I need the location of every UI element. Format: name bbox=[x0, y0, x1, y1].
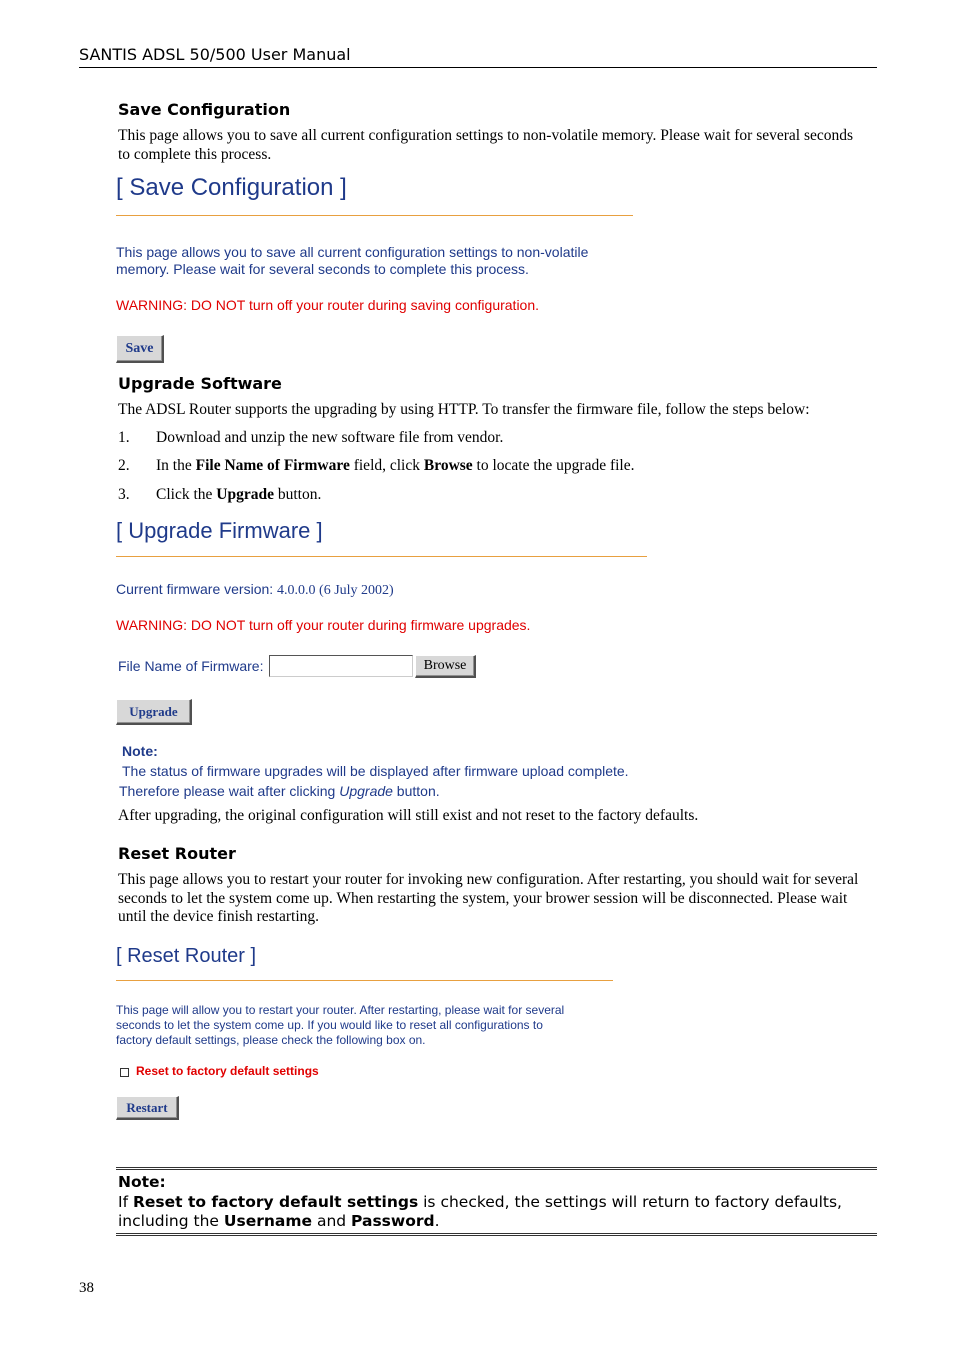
factory-reset-label[interactable]: Reset to factory default settings bbox=[136, 1064, 319, 1078]
reset-shot-text-2: seconds to let the system come up. If you would like to reset all configurations to bbox=[116, 1018, 543, 1032]
upgrade-note-heading: Note: bbox=[122, 743, 158, 759]
factory-reset-checkbox[interactable] bbox=[120, 1068, 129, 1077]
page-number: 38 bbox=[79, 1280, 94, 1296]
firmware-version: Current firmware version: 4.0.0.0 (6 July 2002) bbox=[116, 581, 394, 598]
step-text: Click the Upgrade button. bbox=[156, 486, 322, 503]
note-box-bottom-rule bbox=[116, 1233, 877, 1236]
note-box-text: If Reset to factory default settings is checked, the settings will return to factory defaults, including the Username and Password. bbox=[118, 1193, 842, 1230]
upgrade-firmware-title: [ Upgrade Firmware ] bbox=[116, 518, 323, 543]
upgrade-button[interactable]: Upgrade bbox=[116, 699, 192, 725]
upgrade-note-line-2: Therefore please wait after clicking Upgrade button. bbox=[119, 783, 440, 799]
note-box-top-rule bbox=[116, 1167, 877, 1170]
save-title-rule bbox=[116, 215, 633, 216]
step-text: In the File Name of Firmware field, click Browse to locate the upgrade file. bbox=[156, 457, 635, 474]
page-header-title: SANTIS ADSL 50/500 User Manual bbox=[79, 45, 351, 64]
upgrade-note-line-1: The status of firmware upgrades will be displayed after firmware upload complete. bbox=[122, 763, 629, 779]
step-number: 3. bbox=[118, 486, 130, 503]
save-button[interactable]: Save bbox=[116, 335, 164, 363]
firmware-file-input[interactable] bbox=[269, 655, 413, 677]
save-shot-text-2: memory. Please wait for several seconds to complete this process. bbox=[116, 261, 529, 277]
save-warning: WARNING: DO NOT turn off your router during saving configuration. bbox=[116, 297, 540, 313]
section-heading-reset: Reset Router bbox=[118, 844, 236, 863]
step-number: 1. bbox=[118, 429, 130, 446]
after-upgrade-text: After upgrading, the original configuration will still exist and not reset to the factory defaults. bbox=[118, 807, 699, 824]
reset-title-rule bbox=[116, 980, 613, 981]
upgrade-warning: WARNING: DO NOT turn off your router during firmware upgrades. bbox=[116, 617, 531, 633]
section-heading-save: Save Configuration bbox=[118, 100, 291, 119]
section-heading-upgrade: Upgrade Software bbox=[118, 374, 282, 393]
restart-button[interactable]: Restart bbox=[116, 1096, 179, 1120]
reset-shot-text-1: This page will allow you to restart your router. After restarting, please wait for several bbox=[116, 1003, 565, 1017]
file-name-label: File Name of Firmware: bbox=[118, 658, 264, 674]
step-text: Download and unzip the new software file from vendor. bbox=[156, 429, 504, 446]
step-number: 2. bbox=[118, 457, 130, 474]
reset-shot-text-3: factory default settings, please check the following box on. bbox=[116, 1033, 426, 1047]
note-box-heading: Note: bbox=[118, 1173, 166, 1191]
upgrade-description: The ADSL Router supports the upgrading by using HTTP. To transfer the firmware file, follow the steps below: bbox=[118, 401, 810, 418]
upgrade-title-rule bbox=[116, 556, 647, 557]
header-rule bbox=[79, 67, 877, 68]
reset-description: This page allows you to restart your router for invoking new configuration. After restarting, you should wait for several seconds to let the system come up. When restarting the system, your brower session will be disconnected. Please wait until the device finish restarting. bbox=[118, 871, 859, 925]
save-shot-text-1: This page allows you to save all current configuration settings to non-volatile bbox=[116, 244, 589, 260]
reset-router-title: [ Reset Router ] bbox=[116, 945, 257, 967]
save-description: This page allows you to save all current configuration settings to non-volatile memory. Please wait for several seconds to complete this process. bbox=[118, 127, 854, 163]
save-config-title: [ Save Configuration ] bbox=[116, 174, 347, 201]
browse-button[interactable]: Browse bbox=[415, 655, 476, 678]
